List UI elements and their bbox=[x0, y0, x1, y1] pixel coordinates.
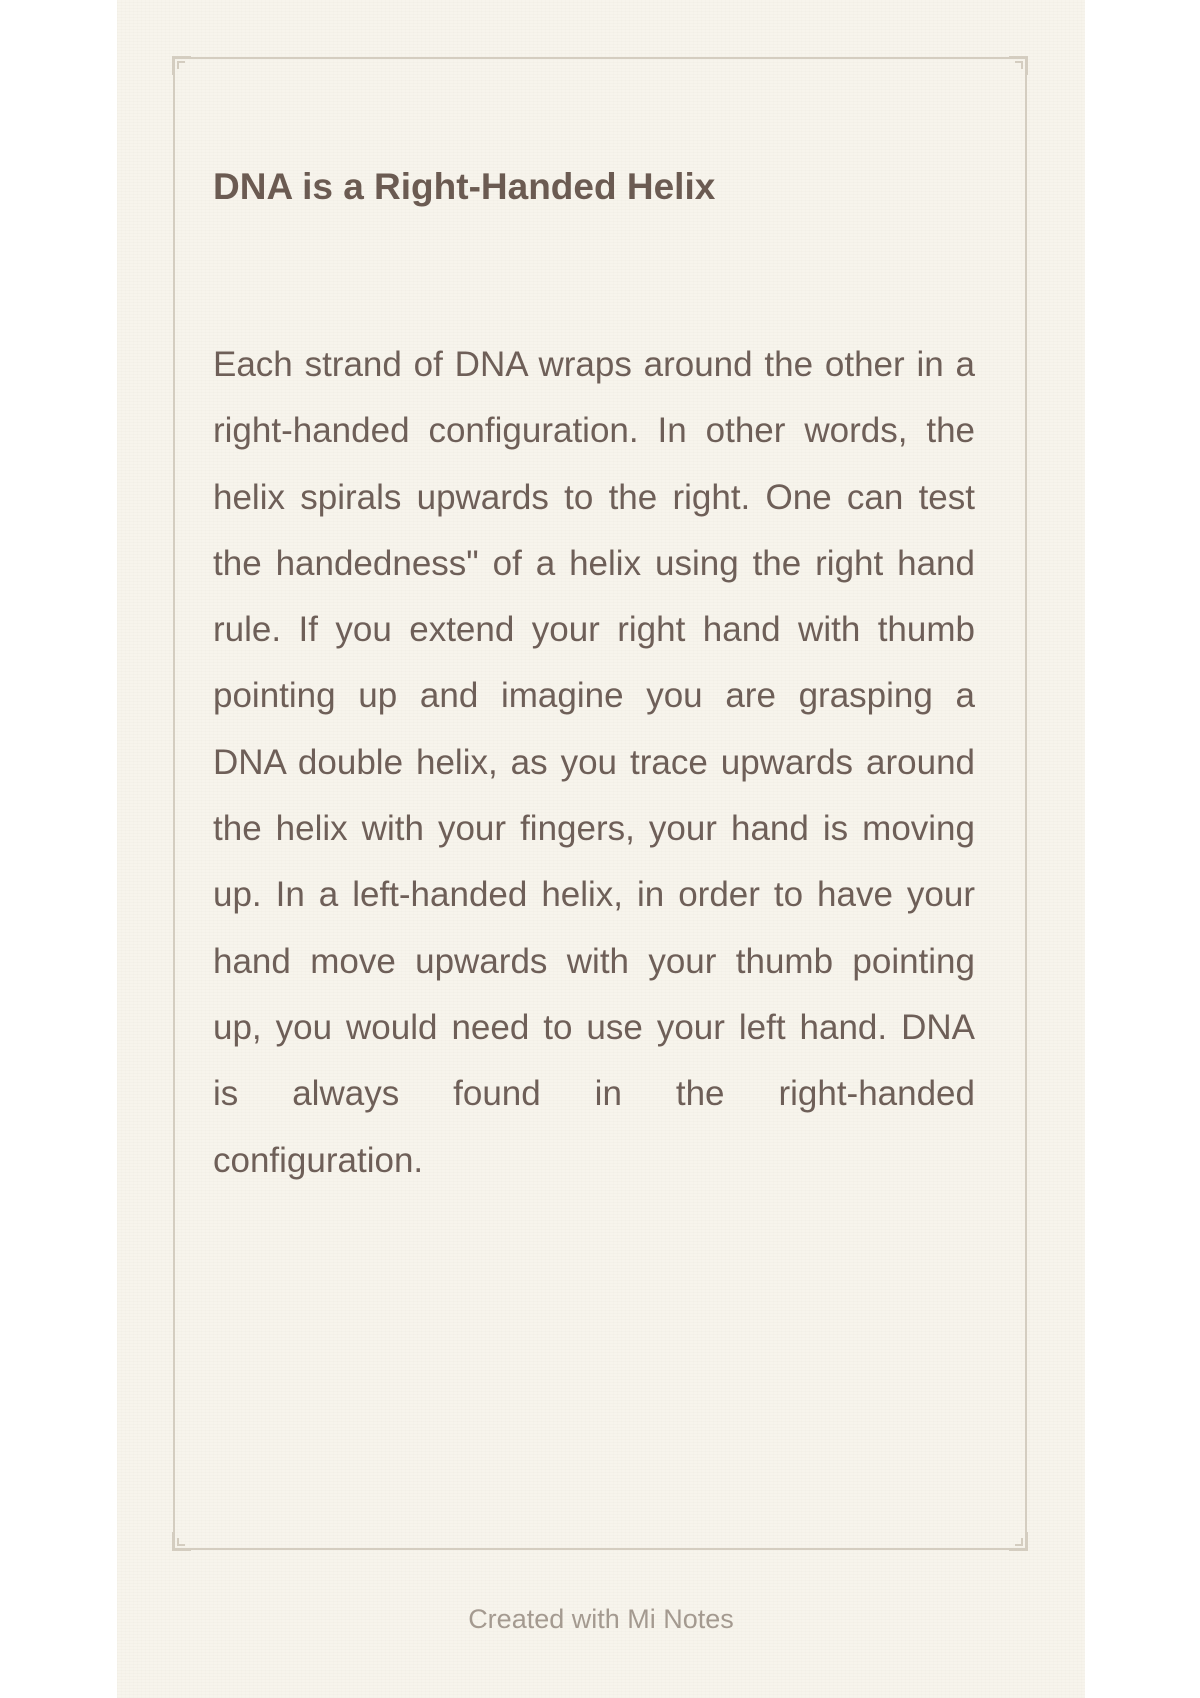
note-title: DNA is a Right-Handed Helix bbox=[213, 166, 716, 207]
frame-corner-ornament-icon bbox=[1007, 55, 1029, 77]
note-body: Each strand of DNA wraps around the other in a right-handed configuration. In other words, the helix spirals upwards to the right. One can test the handedness" of a helix using the right hand rule. If you extend your right hand with thumb pointing up and imagine you are grasping a DNA double helix, as you trace upwards around the helix with your fingers, your hand is moving up. In a left-handed helix, in order to have your hand move upwards with your thumb pointing up, you would need to use your left hand. DNA is always found in the right-handed configuration. bbox=[213, 345, 975, 1180]
footer-credit: Created with Mi Notes bbox=[468, 1604, 734, 1634]
frame-corner-ornament-icon bbox=[1007, 1530, 1029, 1552]
frame-corner-ornament-icon bbox=[171, 1530, 193, 1552]
frame-corner-ornament-icon bbox=[171, 55, 193, 77]
